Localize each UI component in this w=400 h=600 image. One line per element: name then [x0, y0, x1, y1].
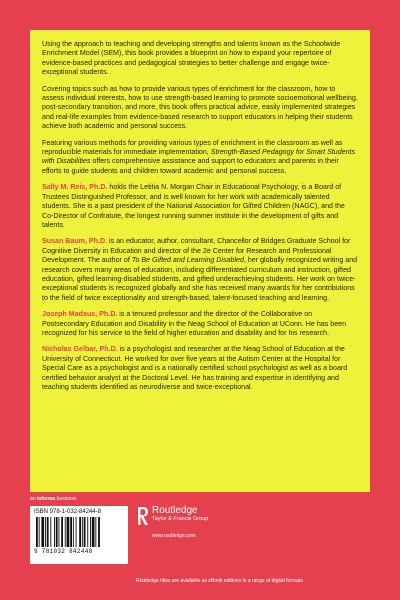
- logo-name: Routledge: [152, 505, 198, 516]
- bio-gelbar: [42, 345, 358, 392]
- author-name-madaus: Joseph Madaus, Ph.D.: [42, 310, 118, 319]
- publisher-brand: informa: [36, 496, 56, 502]
- bio-baum-text-2: , her globally recognized writing and research covers many areas of education, including differentiated curriculum and instruction, gifted education, gifted learning-disabled students, and gifted underachieving students. Her work on twice-exceptional students is recognized globally and she has received many awards for her contributions to the field of twice exceptionality and strength-based, talent-focused teaching and learning.: [42, 256, 358, 302]
- bio-madaus: [42, 310, 358, 338]
- author-name-reis: Sally M. Reis, Ph.D.: [42, 183, 108, 192]
- baum-book-title: To Be Gifted and Learning Disabled: [131, 256, 244, 265]
- barcode-icon: [34, 517, 124, 547]
- back-cover-text-panel: [30, 30, 370, 492]
- bio-baum: [42, 237, 358, 303]
- featuring-rest: offers comprehensive assistance and support to educators and parents in their efforts to guide students and children toward academic and personal success.: [42, 157, 339, 175]
- bio-baum-text-1: is an educator, author, consultant, Chancellor of Bridges Graduate School for Cognitive Diversity in Education and director of the 2e Center for Research and Professional Development. The author of: [42, 237, 351, 265]
- bio-reis: [42, 183, 358, 230]
- isbn-label: ISBN 978-1-032-84244-8: [34, 509, 102, 515]
- informa-business-tag: [30, 496, 76, 502]
- cover-footer: [30, 494, 370, 594]
- publisher-suffix: business: [55, 496, 77, 502]
- publisher-url: www.routledge.com: [152, 533, 196, 539]
- routledge-logo: [136, 506, 256, 546]
- barcode-digits: 9 781032 842448: [34, 548, 93, 555]
- bio-reis-text: holds the Letitia N. Morgan Chair in Educational Psychology, is a Board of Trustees Distinguished Professor, and is well known for her work with academically talented students. She is a past president of the National Association for Gifted Children (NAGC), and the Co-Director of Confratute, the longest running summer institute in the development of gifts and talents.: [42, 183, 345, 229]
- author-name-gelbar: Nicholas Gelbar, Ph.D.: [42, 345, 118, 354]
- routledge-r-mark-icon: [136, 506, 149, 526]
- author-name-baum: Susan Baum, Ph.D.: [42, 237, 108, 246]
- barcode-box: [30, 506, 128, 564]
- description-paragraph-1: Using the approach to teaching and developing strengths and talents known as the Schoolwide Enrichment Model (SEM), this book provides a blueprint on how to expand your repertoire of evidence-based practices and pedagogical strategies to better challenge and engage twice-exceptional students.: [42, 40, 341, 77]
- ebook-footnote: Routledge titles are available as eBook editions in a range of digital formats: [136, 578, 303, 584]
- publisher-prefix: an: [30, 496, 37, 502]
- description-paragraph-2: Covering topics such as how to provide various types of enrichment for the classroom, how to assess individual interests, how to use strength-based learning to promote socioemotional wellbeing, post-secondary transition, and more, this book offers practical advice, easily implemented strategies and real-life examples from evidence-based research to support educators in helping their students achieve both academic and personal success.: [42, 84, 358, 131]
- logo-subtitle: Taylor & Francis Group: [152, 516, 209, 522]
- book-title: Strength-Based Pedagogy for Smart Students with Disabilities: [42, 148, 356, 166]
- description-paragraph-3: [42, 139, 358, 177]
- featuring-intro: Featuring various methods for providing various types of enrichment in the classroom as well as reproducible materials for immediate implementation,: [42, 138, 343, 157]
- bio-madaus-text: is a tenured professor and the director of the Collaborative on Postsecondary Education and Disability in the Neag School of Education at UConn. He has been recognized for his service to the field of higher education and disability and for his research.: [42, 310, 347, 337]
- bio-gelbar-text: is a psychologist and researcher at the Neag School of Education at the University of Connecticut. He worked for over five years at the Autism Center at the Hospital for Special Care as a psychologist and is a nationally certified school psychologist as well as a board certified behavior analyst at the Doctoral Level. He has training and expertise in identifying and teaching students identified as neurodiverse and twice-exceptional.: [42, 345, 348, 391]
